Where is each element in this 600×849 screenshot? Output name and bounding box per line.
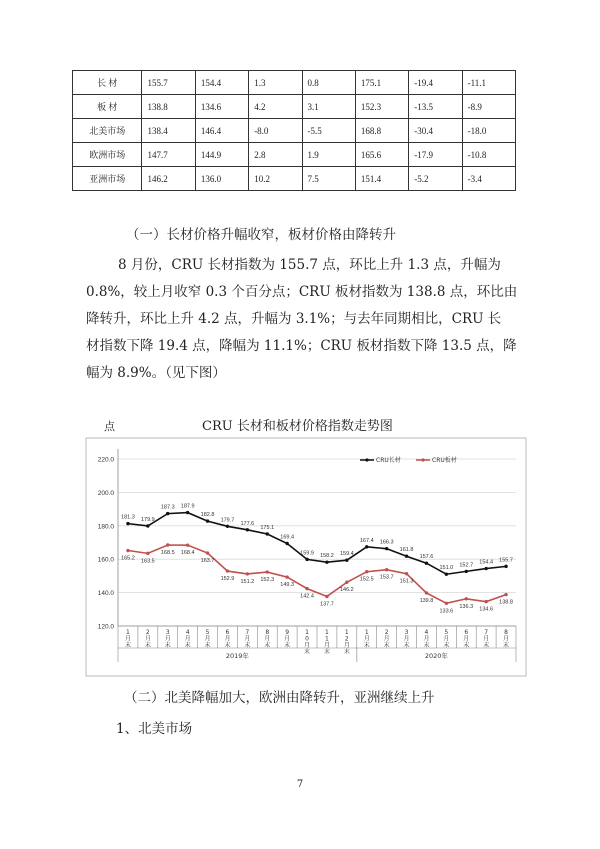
x-tick-label: 3: [165, 629, 170, 636]
table-cell: -5.5: [302, 119, 355, 143]
data-point: [325, 595, 328, 598]
data-point: [405, 572, 408, 575]
data-point: [246, 572, 249, 575]
data-point: [405, 554, 408, 557]
x-tick-label: 月: [323, 642, 330, 649]
x-tick-label: 8: [504, 629, 508, 636]
y-tick-label: 140.0: [97, 590, 114, 598]
table-cell: 3.1: [302, 95, 355, 119]
x-tick-label: 月: [463, 635, 470, 643]
y-tick-label: 120.0: [97, 623, 114, 631]
data-point: [465, 597, 468, 600]
data-point: [345, 559, 348, 562]
table-cell: 175.1: [355, 71, 408, 95]
paragraph-line: 8 月份，CRU 长材指数为 155.7 点，环比上升 1.3 点，升幅为: [118, 257, 501, 273]
table-cell: -8.0: [249, 119, 302, 143]
x-tick-label: 末: [224, 642, 231, 649]
legend-marker: [365, 458, 368, 461]
table-cell: -5.2: [409, 167, 462, 191]
x-tick-label: 1: [305, 629, 309, 636]
x-tick-label: 末: [483, 642, 490, 649]
data-point: [166, 543, 169, 546]
data-point: [465, 570, 468, 573]
x-tick-label: 1: [344, 629, 349, 636]
row-label: 欧洲市场: [73, 143, 142, 167]
x-tick-label: 末: [304, 648, 311, 656]
table-cell: 136.0: [195, 167, 248, 191]
table-cell: 151.4: [355, 167, 408, 191]
table-cell: -19.4: [409, 71, 462, 95]
data-point: [484, 567, 487, 570]
x-tick-label: 1: [325, 635, 329, 643]
data-label: 187.3: [160, 504, 175, 511]
x-tick-label: 4: [424, 629, 429, 636]
data-label: 146.2: [339, 587, 354, 594]
section1-heading: （一）长材价格升幅收窄，板材价格由降转升: [126, 227, 396, 243]
data-point: [504, 565, 507, 568]
x-tick-label: 月: [363, 635, 370, 643]
table-cell: 154.4: [195, 71, 248, 95]
x-tick-label: 3: [404, 629, 409, 636]
data-point: [206, 519, 209, 522]
x-tick-label: 4: [185, 629, 190, 636]
x-tick-label: 月: [304, 642, 311, 649]
x-tick-label: 月: [284, 635, 291, 643]
table-cell: 146.4: [195, 119, 248, 143]
data-point: [305, 558, 308, 561]
page-number: 7: [296, 779, 304, 790]
x-tick-label: 2: [145, 629, 150, 636]
data-point: [186, 543, 189, 546]
data-label: 151.3: [399, 578, 414, 585]
x-tick-label: 5: [205, 629, 210, 636]
group-label: 2019年: [225, 652, 249, 660]
data-point: [126, 522, 129, 525]
x-tick-label: 月: [264, 635, 271, 643]
data-point: [385, 568, 388, 571]
x-tick-label: 月: [224, 635, 231, 643]
table-cell: 147.7: [142, 143, 195, 167]
data-point: [445, 602, 448, 605]
data-label: 175.1: [260, 524, 275, 531]
x-tick-label: 月: [164, 635, 171, 643]
data-point: [425, 562, 428, 565]
x-tick-label: 末: [323, 648, 330, 656]
table-row: [73, 95, 516, 119]
row-label: 长 材: [73, 71, 142, 95]
data-label: 152.3: [260, 577, 275, 584]
table-cell: -3.4: [462, 167, 515, 191]
legend-marker: [421, 458, 424, 461]
data-point: [266, 532, 269, 535]
data-label: 179.9: [140, 516, 155, 523]
table-cell: -8.9: [462, 95, 515, 119]
data-point: [285, 575, 288, 578]
x-tick-label: 月: [403, 635, 410, 643]
data-label: 152.7: [459, 562, 474, 569]
table-cell: 152.3: [355, 95, 408, 119]
data-label: 159.4: [339, 551, 354, 558]
data-label: 157.6: [419, 554, 434, 561]
table-row: [73, 71, 516, 95]
data-point: [126, 549, 129, 552]
table-cell: 4.2: [249, 95, 302, 119]
y-tick-label: 160.0: [97, 556, 114, 564]
index-table: [72, 70, 516, 191]
x-tick-label: 月: [124, 635, 131, 643]
data-label: 138.8: [499, 599, 513, 606]
x-tick-label: 6: [225, 629, 230, 636]
chart-canvas: [84, 415, 528, 677]
table-cell: -10.8: [462, 143, 515, 167]
data-label: 155.7: [499, 557, 513, 564]
y-tick-label: 200.0: [97, 489, 114, 497]
x-tick-label: 末: [124, 642, 131, 649]
x-tick-label: 8: [265, 629, 270, 636]
x-tick-label: 月: [383, 635, 390, 643]
x-tick-label: 月: [503, 635, 510, 643]
paragraph-line: 幅为 8.9%。（见下图）: [86, 365, 226, 381]
table-cell: 134.6: [195, 95, 248, 119]
x-tick-label: 1: [126, 629, 130, 636]
x-tick-label: 末: [264, 642, 271, 649]
data-label: 159.9: [300, 550, 314, 557]
x-tick-label: 末: [463, 642, 470, 649]
x-tick-label: 月: [244, 635, 251, 643]
data-point: [285, 542, 288, 545]
x-tick-label: 末: [443, 642, 450, 649]
data-label: 152.9: [220, 576, 235, 583]
data-point: [226, 525, 229, 528]
x-tick-label: 6: [464, 629, 469, 636]
section2-heading: （二）北美降幅加大，欧洲由降转升，亚洲继续上升: [124, 690, 435, 706]
table-row: [73, 167, 516, 191]
x-tick-label: 月: [483, 635, 490, 643]
table-cell: -13.5: [409, 95, 462, 119]
table-row: [73, 143, 516, 167]
data-label: 169.4: [280, 534, 295, 541]
x-tick-label: 月: [184, 635, 191, 643]
data-label: 179.7: [220, 517, 235, 524]
data-label: 182.8: [200, 512, 215, 519]
data-point: [146, 524, 149, 527]
table-cell: 1.9: [302, 143, 355, 167]
row-label: 北美市场: [73, 119, 142, 143]
legend-label: CRU长材: [376, 457, 401, 465]
row-label: 板 材: [73, 95, 142, 119]
legend-label: CRU板材: [432, 457, 457, 465]
data-point: [365, 570, 368, 573]
x-tick-label: 7: [245, 629, 250, 636]
x-tick-label: 末: [144, 642, 151, 649]
x-tick-label: 末: [423, 642, 430, 649]
section3-heading: 1、北美市场: [116, 721, 193, 737]
y-tick-label: 180.0: [97, 523, 114, 531]
paragraph-line: 降转升，环比上升 4.2 点，升幅为 3.1%；与去年同期相比，CRU 长: [86, 311, 502, 327]
data-point: [305, 587, 308, 590]
y-tick-label: 220.0: [97, 456, 114, 464]
x-tick-label: 末: [503, 642, 510, 649]
x-tick-label: 末: [363, 642, 370, 649]
x-tick-label: 5: [444, 629, 449, 636]
data-label: 139.8: [419, 597, 434, 604]
x-tick-label: 1: [325, 629, 329, 636]
data-point: [425, 591, 428, 594]
data-label: 137.7: [320, 601, 334, 608]
data-label: 163.7: [200, 558, 215, 565]
data-label: 152.5: [359, 576, 374, 583]
table-cell: 155.7: [142, 71, 195, 95]
data-label: 134.6: [479, 606, 494, 613]
x-tick-label: 2: [384, 629, 389, 636]
x-tick-label: 7: [484, 629, 489, 636]
data-label: 168.4: [180, 550, 195, 557]
data-label: 177.6: [240, 520, 255, 527]
x-tick-label: 末: [343, 648, 350, 656]
x-tick-label: 9: [285, 629, 290, 636]
data-label: 166.3: [379, 539, 394, 546]
chart-title: CRU 长材和板材价格指数走势图: [202, 419, 393, 434]
data-label: 163.5: [140, 558, 155, 565]
x-tick-label: 1: [364, 629, 369, 636]
data-label: 151.2: [240, 578, 255, 585]
table-cell: -11.1: [462, 71, 515, 95]
table-cell: 1.3: [249, 71, 302, 95]
table-cell: 165.6: [355, 143, 408, 167]
paragraph-line: 0.8%，较上月收窄 0.3 个百分点；CRU 板材指数为 138.8 点，环比由: [86, 284, 518, 300]
x-tick-label: 末: [244, 642, 251, 649]
data-label: 133.6: [439, 608, 454, 615]
data-label: 168.5: [160, 550, 175, 557]
data-point: [206, 551, 209, 554]
table-cell: 138.4: [142, 119, 195, 143]
data-label: 151.0: [439, 565, 454, 572]
paragraph-line: 材指数下降 19.4 点，降幅为 11.1%；CRU 板材指数下降 13.5 点，降: [86, 338, 517, 354]
table-cell: 2.8: [249, 143, 302, 167]
data-point: [146, 552, 149, 555]
group-label: 2020年: [424, 652, 448, 660]
data-label: 136.3: [459, 603, 474, 610]
x-tick-label: 月: [343, 642, 350, 649]
table-cell: -17.9: [409, 143, 462, 167]
data-point: [445, 573, 448, 576]
table-cell: 138.8: [142, 95, 195, 119]
table-cell: 146.2: [142, 167, 195, 191]
price-index-chart: [84, 415, 528, 677]
table-row: [73, 119, 516, 143]
x-tick-label: 末: [403, 642, 410, 649]
data-point: [246, 528, 249, 531]
x-tick-label: 末: [164, 642, 171, 649]
table-cell: 144.9: [195, 143, 248, 167]
data-label: 142.4: [300, 593, 314, 600]
table-cell: 168.8: [355, 119, 408, 143]
table-cell: 0.8: [302, 71, 355, 95]
data-point: [266, 570, 269, 573]
table-cell: 7.5: [302, 167, 355, 191]
data-point: [226, 569, 229, 572]
x-tick-label: 月: [443, 635, 450, 643]
x-tick-label: 末: [184, 642, 191, 649]
data-label: 165.2: [121, 555, 135, 562]
x-tick-label: 月: [423, 635, 430, 643]
x-tick-label: 末: [204, 642, 211, 649]
data-label: 154.4: [479, 559, 494, 566]
x-tick-label: 末: [383, 642, 390, 649]
chart-unit-label: 点: [104, 420, 115, 433]
data-point: [345, 581, 348, 584]
data-point: [504, 593, 507, 596]
table-cell: 10.2: [249, 167, 302, 191]
data-point: [484, 600, 487, 603]
table-cell: -18.0: [462, 119, 515, 143]
data-point: [365, 545, 368, 548]
data-label: 149.3: [280, 582, 295, 589]
x-tick-label: 月: [204, 635, 211, 643]
data-label: 161.8: [399, 547, 414, 554]
x-tick-label: 末: [284, 642, 291, 649]
data-label: 181.3: [121, 514, 135, 521]
section1-paragraph: [86, 252, 526, 387]
data-point: [385, 547, 388, 550]
data-point: [186, 511, 189, 514]
data-point: [166, 512, 169, 515]
table-cell: -30.4: [409, 119, 462, 143]
data-label: 167.4: [359, 537, 374, 544]
x-tick-label: 0: [305, 635, 309, 643]
data-label: 153.7: [379, 574, 394, 581]
x-tick-label: 月: [144, 635, 151, 643]
data-label: 158.2: [320, 553, 334, 560]
data-point: [325, 561, 328, 564]
x-tick-label: 2: [344, 635, 349, 643]
row-label: 亚洲市场: [73, 167, 142, 191]
data-label: 187.9: [180, 503, 195, 510]
